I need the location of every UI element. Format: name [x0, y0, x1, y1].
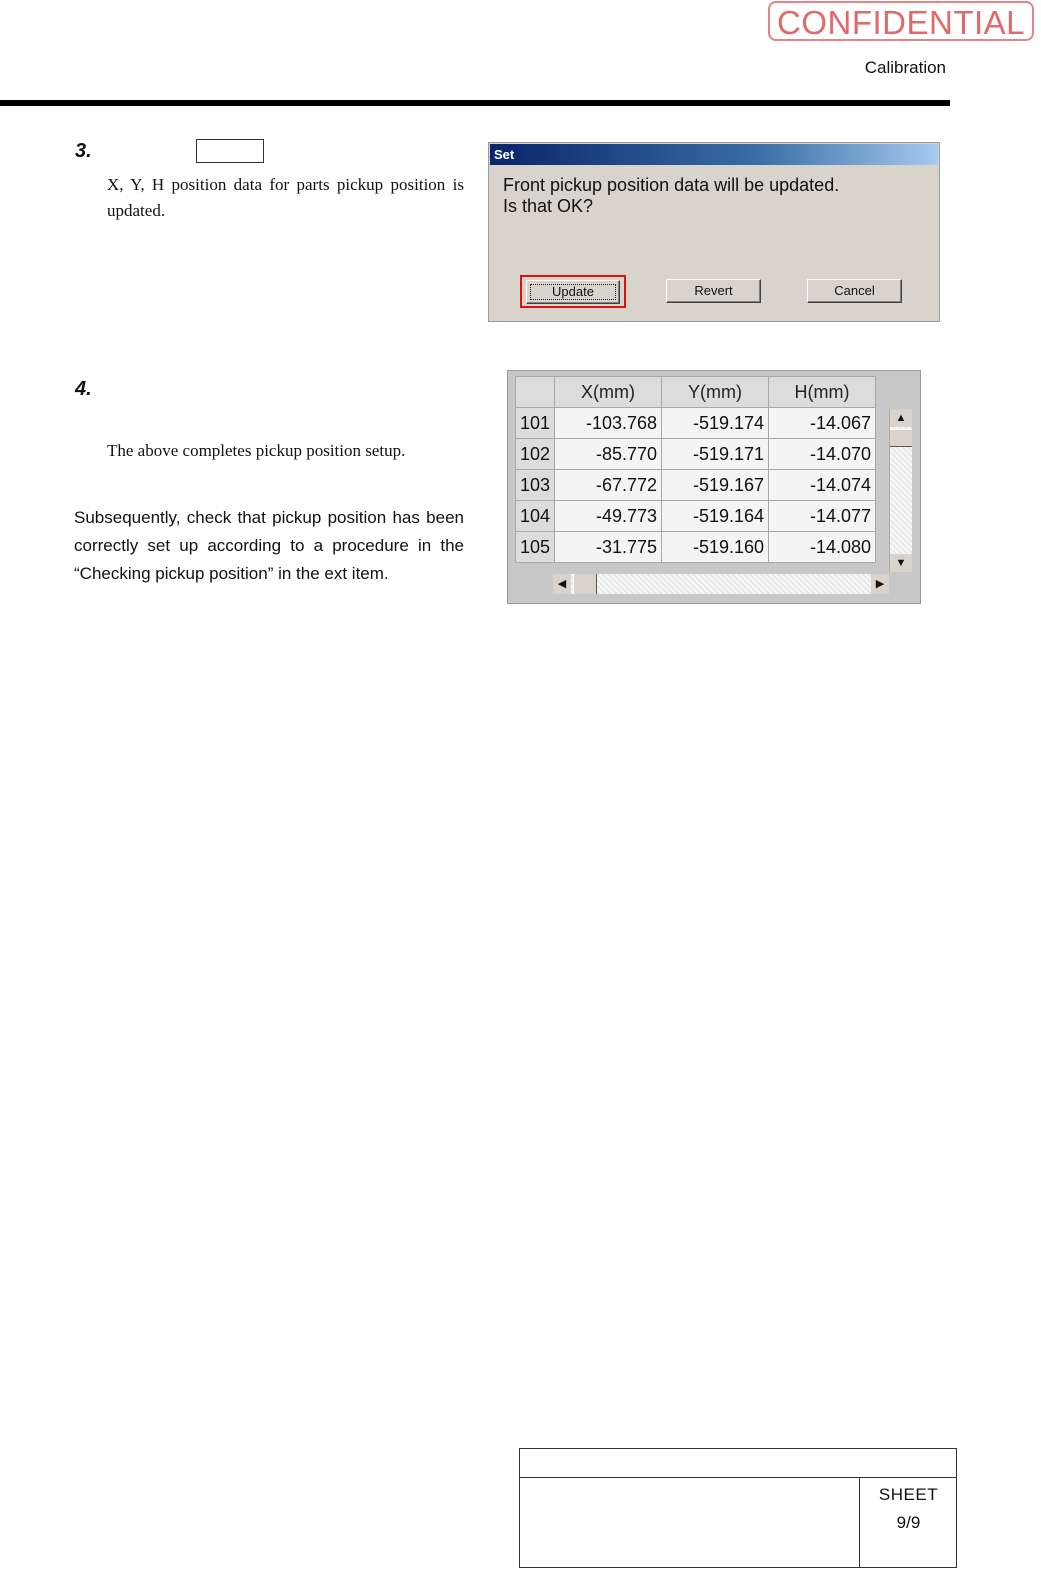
dialog-title-bar: Set [490, 144, 938, 165]
table-header-row [516, 377, 876, 408]
table-row[interactable] [516, 532, 876, 563]
cell-y[interactable]: -519.167 [662, 470, 769, 501]
sheet-number: 9/9 [896, 1513, 921, 1532]
cell-h[interactable]: -14.074 [769, 470, 876, 501]
vertical-scrollbar[interactable] [889, 409, 912, 572]
table-row[interactable] [516, 408, 876, 439]
cell-h[interactable]: -14.077 [769, 501, 876, 532]
table-row[interactable] [516, 439, 876, 470]
cancel-button[interactable]: Cancel [807, 279, 902, 303]
dialog-message [503, 175, 839, 217]
footer-divider [520, 1477, 956, 1478]
revert-button[interactable]: Revert [666, 279, 761, 303]
step-4-text: The above completes pickup position setup. [107, 441, 406, 460]
cell-y[interactable]: -519.160 [662, 532, 769, 563]
cell-h[interactable]: -14.080 [769, 532, 876, 563]
step-4-number: 4. [75, 378, 92, 400]
dialog-message-line-1: Front pickup position data will be updated. [503, 175, 840, 195]
set-dialog [488, 142, 940, 322]
corner-header [516, 377, 555, 408]
column-header-x[interactable]: X(mm) [555, 377, 662, 408]
sheet-label: SHEET [878, 1485, 939, 1504]
cell-x[interactable]: -31.775 [555, 532, 662, 563]
table-row[interactable] [516, 501, 876, 532]
row-id: 101 [516, 408, 555, 439]
cell-x[interactable]: -103.768 [555, 408, 662, 439]
cell-h[interactable]: -14.070 [769, 439, 876, 470]
step-3-text: X, Y, H position data for parts pickup position is updated. [107, 175, 464, 220]
row-id: 103 [516, 470, 555, 501]
scroll-right-icon[interactable]: ▶ [871, 574, 889, 594]
step-4-followup: Subsequently, check that pickup position has been correctly set up according to a procedure in the “Checking pickup position” in the ext item. [74, 508, 464, 583]
vertical-scroll-thumb[interactable] [890, 429, 912, 447]
column-header-y[interactable]: Y(mm) [662, 377, 769, 408]
pickup-position-table [515, 376, 876, 563]
row-id: 104 [516, 501, 555, 532]
scroll-down-icon[interactable]: ▼ [890, 554, 912, 572]
pickup-position-grid [507, 370, 921, 604]
cell-h[interactable]: -14.067 [769, 408, 876, 439]
horizontal-scrollbar[interactable] [553, 574, 889, 594]
cell-x[interactable]: -67.772 [555, 470, 662, 501]
cell-y[interactable]: -519.171 [662, 439, 769, 470]
footer-title-block [519, 1448, 957, 1568]
focus-rectangle [530, 284, 616, 300]
confidential-stamp: CONFIDENTIAL [768, 1, 1034, 41]
scroll-up-icon[interactable]: ▲ [890, 409, 912, 427]
scroll-left-icon[interactable]: ◀ [553, 574, 571, 594]
cell-y[interactable]: -519.174 [662, 408, 769, 439]
step-3-button-placeholder [196, 139, 264, 163]
column-header-h[interactable]: H(mm) [769, 377, 876, 408]
dialog-message-line-2: Is that OK? [503, 196, 594, 216]
step-3-number: 3. [75, 140, 92, 162]
update-button[interactable] [526, 280, 620, 304]
document-section-title: Calibration [864, 58, 946, 77]
header-rule [0, 100, 950, 106]
update-button-label: Update [552, 284, 594, 299]
row-id: 105 [516, 532, 555, 563]
cell-x[interactable]: -85.770 [555, 439, 662, 470]
row-id: 102 [516, 439, 555, 470]
cell-y[interactable]: -519.164 [662, 501, 769, 532]
cell-x[interactable]: -49.773 [555, 501, 662, 532]
table-row[interactable] [516, 470, 876, 501]
horizontal-scroll-thumb[interactable] [573, 574, 597, 594]
